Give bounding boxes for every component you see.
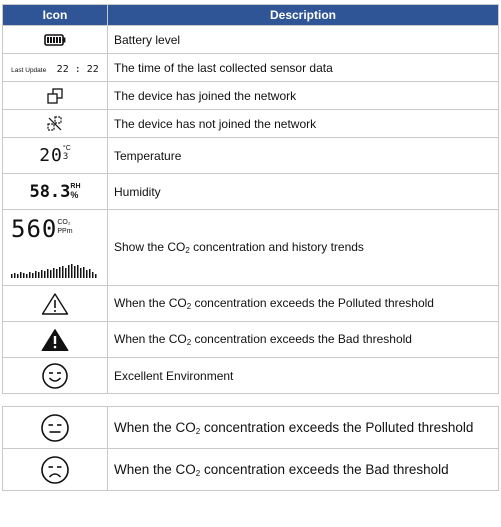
header-description: Description [108, 5, 499, 26]
table-row [3, 138, 499, 174]
row-text: When the $CO_2$ concentration exceeds the Polluted threshold [108, 286, 499, 322]
humidity-icon: 58.3RH % [3, 174, 108, 210]
smiley-neutral-icon [40, 413, 70, 443]
table-row [3, 26, 499, 54]
table-header-row [3, 5, 499, 26]
smiley-sad-icon [40, 455, 70, 485]
row-text: The device has not joined the network [108, 110, 499, 138]
temperature-icon: 20°C 3 [3, 138, 108, 174]
row-text: The time of the last collected sensor data [108, 54, 499, 82]
table-row [3, 210, 499, 286]
table-gap [3, 394, 499, 407]
table-row [3, 286, 499, 322]
row-text: Temperature [108, 138, 499, 174]
row-text: The device has joined the network [108, 82, 499, 110]
row-text: Show the $CO_2$ concentration and history trends [108, 210, 499, 286]
battery-icon [44, 34, 66, 46]
table-row [3, 174, 499, 210]
row-text: When the $CO_2$ concentration exceeds the Polluted threshold [108, 407, 499, 449]
row-text: When the $CO_2$ concentration exceeds the Bad threshold [108, 322, 499, 358]
row-text: Excellent Environment [108, 358, 499, 394]
last-update-icon: Last Update 22 : 22 [3, 54, 108, 82]
network-joined-icon [47, 88, 63, 104]
history-trend-icon [11, 260, 97, 278]
table-row [3, 322, 499, 358]
icon-description-table [2, 4, 499, 491]
header-icon: Icon [3, 5, 108, 26]
smiley-happy-icon [41, 362, 69, 390]
table-row [3, 82, 499, 110]
table-row [3, 358, 499, 394]
table-row [3, 449, 499, 491]
co2-icon: 560CO₂ PPm [3, 210, 108, 286]
table-row [3, 54, 499, 82]
table-row [3, 110, 499, 138]
warning-filled-icon [41, 328, 69, 352]
row-text: Battery level [108, 26, 499, 54]
warning-outline-icon [41, 292, 69, 316]
row-text: When the $CO_2$ concentration exceeds the Bad threshold [108, 449, 499, 491]
table-row [3, 407, 499, 449]
row-text: Humidity [108, 174, 499, 210]
network-not-joined-icon [47, 116, 63, 132]
